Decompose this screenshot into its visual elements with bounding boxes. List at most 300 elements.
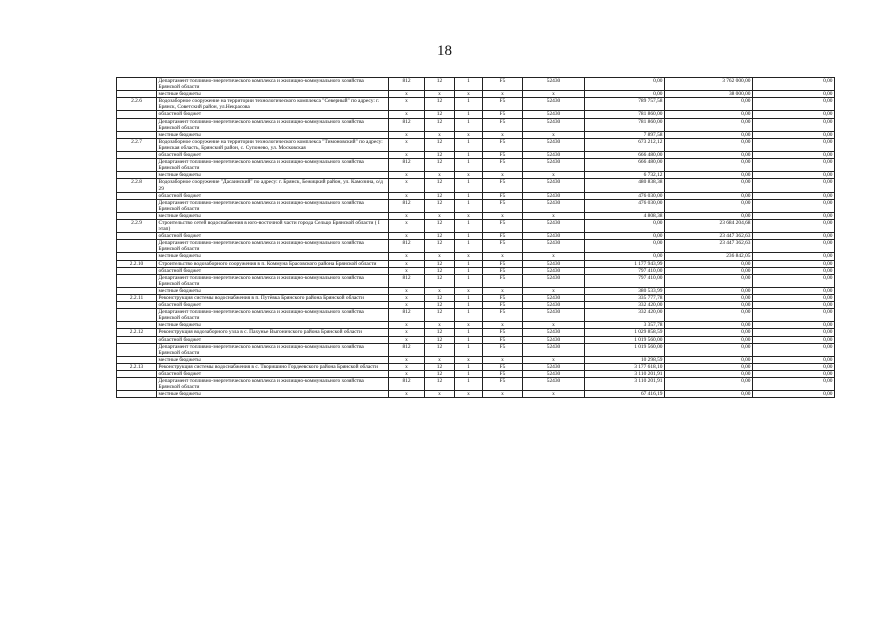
- row-code: [117, 287, 157, 294]
- section-cell: 12: [425, 302, 455, 309]
- row-name: Реконструкция водозаборного узла в с. Пахунье Выгоничского района Брянской области: [157, 329, 389, 336]
- amount-1-cell: 0,00: [585, 233, 665, 240]
- amount-3-cell: 0,00: [753, 152, 835, 159]
- row-code: [117, 378, 157, 391]
- program-cell: x: [483, 322, 523, 329]
- expense-type-cell: x: [523, 172, 585, 179]
- row-code: 2.2.6: [117, 98, 157, 111]
- subsection-cell: x: [455, 322, 483, 329]
- page-number: 18: [437, 43, 452, 59]
- program-cell: F5: [483, 336, 523, 343]
- amount-3-cell: 0,00: [753, 212, 835, 219]
- section-cell: x: [425, 322, 455, 329]
- subsection-cell: 1: [455, 302, 483, 309]
- amount-3-cell: 0,00: [753, 371, 835, 378]
- row-code: [117, 343, 157, 356]
- amount-3-cell: 0,00: [753, 98, 835, 111]
- program-cell: F5: [483, 111, 523, 118]
- row-code: [117, 159, 157, 172]
- expense-type-cell: 52430: [523, 152, 585, 159]
- amount-1-cell: 797 410,00: [585, 267, 665, 274]
- amount-3-cell: 0,00: [753, 322, 835, 329]
- table-row: [117, 138, 835, 151]
- amount-3-cell: 0,00: [753, 233, 835, 240]
- row-name: областной бюджет: [157, 267, 389, 274]
- expense-type-cell: x: [523, 287, 585, 294]
- amount-3-cell: 0,00: [753, 192, 835, 199]
- row-name: местные бюджеты: [157, 253, 389, 260]
- row-code: 2.2.7: [117, 138, 157, 151]
- section-cell: 12: [425, 98, 455, 111]
- grbs-cell: x: [389, 267, 425, 274]
- expense-type-cell: x: [523, 131, 585, 138]
- subsection-cell: 1: [455, 152, 483, 159]
- amount-1-cell: 380 533,99: [585, 287, 665, 294]
- table-row: [117, 233, 835, 240]
- expense-type-cell: 52430: [523, 378, 585, 391]
- grbs-cell: 812: [389, 199, 425, 212]
- row-name: местные бюджеты: [157, 91, 389, 98]
- program-cell: F5: [483, 329, 523, 336]
- expense-type-cell: 52430: [523, 192, 585, 199]
- table-row: [117, 172, 835, 179]
- amount-2-cell: 236 842,05: [665, 253, 753, 260]
- section-cell: x: [425, 356, 455, 363]
- amount-3-cell: 0,00: [753, 329, 835, 336]
- expense-type-cell: 52430: [523, 329, 585, 336]
- subsection-cell: 1: [455, 371, 483, 378]
- section-cell: 12: [425, 378, 455, 391]
- row-code: [117, 111, 157, 118]
- expense-type-cell: x: [523, 212, 585, 219]
- grbs-cell: x: [389, 91, 425, 98]
- row-code: [117, 322, 157, 329]
- row-code: [117, 199, 157, 212]
- grbs-cell: x: [389, 172, 425, 179]
- amount-1-cell: 3 110 201,91: [585, 378, 665, 391]
- amount-3-cell: 0,00: [753, 240, 835, 253]
- amount-2-cell: 0,00: [665, 309, 753, 322]
- subsection-cell: 1: [455, 192, 483, 199]
- subsection-cell: 1: [455, 363, 483, 370]
- amount-2-cell: 0,00: [665, 356, 753, 363]
- amount-1-cell: 1 019 560,00: [585, 336, 665, 343]
- expense-type-cell: x: [523, 91, 585, 98]
- program-cell: F5: [483, 233, 523, 240]
- table-row: [117, 378, 835, 391]
- row-code: 2.2.13: [117, 363, 157, 370]
- row-name: Реконструкция системы водоснабжения в с. Творишино Гордеевского района Брянской области: [157, 363, 389, 370]
- amount-1-cell: 789 757,58: [585, 98, 665, 111]
- amount-2-cell: 0,00: [665, 295, 753, 302]
- table-row: [117, 253, 835, 260]
- section-cell: 12: [425, 309, 455, 322]
- amount-2-cell: 0,00: [665, 179, 753, 192]
- grbs-cell: x: [389, 322, 425, 329]
- amount-1-cell: 476 030,00: [585, 199, 665, 212]
- table-row: [117, 371, 835, 378]
- row-code: [117, 267, 157, 274]
- program-cell: F5: [483, 159, 523, 172]
- amount-1-cell: 4 808,38: [585, 212, 665, 219]
- amount-3-cell: 0,00: [753, 172, 835, 179]
- program-cell: F5: [483, 274, 523, 287]
- row-name: Департамент топливно-энергетического комплекса и жилищно-коммунального хозяйства Брянской области: [157, 240, 389, 253]
- expense-type-cell: 52430: [523, 233, 585, 240]
- amount-1-cell: 1 029 858,59: [585, 329, 665, 336]
- table-row: [117, 329, 835, 336]
- row-code: [117, 336, 157, 343]
- program-cell: F5: [483, 152, 523, 159]
- amount-1-cell: 335 777,78: [585, 295, 665, 302]
- amount-1-cell: 797 410,00: [585, 274, 665, 287]
- grbs-cell: x: [389, 152, 425, 159]
- amount-3-cell: 0,00: [753, 131, 835, 138]
- row-code: [117, 152, 157, 159]
- table-row: [117, 336, 835, 343]
- row-name: Водозаборное сооружение на территории технологического комплекса "Северный" по адресу: г. Брянск, Советский район, ул.Некрасова: [157, 98, 389, 111]
- amount-2-cell: 23 447 362,63: [665, 233, 753, 240]
- program-cell: F5: [483, 138, 523, 151]
- program-cell: x: [483, 287, 523, 294]
- grbs-cell: x: [389, 131, 425, 138]
- amount-3-cell: 0,00: [753, 111, 835, 118]
- table-row: [117, 267, 835, 274]
- row-name: областной бюджет: [157, 192, 389, 199]
- row-code: [117, 274, 157, 287]
- table-row: [117, 322, 835, 329]
- program-cell: F5: [483, 363, 523, 370]
- amount-1-cell: 332 420,00: [585, 302, 665, 309]
- amount-1-cell: 7 897,58: [585, 131, 665, 138]
- expense-type-cell: 52430: [523, 260, 585, 267]
- expense-type-cell: 52430: [523, 309, 585, 322]
- row-name: Реконструкция системы водоснабжения в п. Путёвка Брянского района Брянской области: [157, 295, 389, 302]
- section-cell: 12: [425, 260, 455, 267]
- section-cell: 12: [425, 233, 455, 240]
- amount-2-cell: 0,00: [665, 267, 753, 274]
- row-name: местные бюджеты: [157, 356, 389, 363]
- row-name: Департамент топливно-энергетического комплекса и жилищно-коммунального хозяйства Брянской области: [157, 343, 389, 356]
- section-cell: x: [425, 287, 455, 294]
- row-code: [117, 91, 157, 98]
- amount-3-cell: 0,00: [753, 391, 835, 398]
- amount-1-cell: 3 110 201,91: [585, 371, 665, 378]
- amount-1-cell: 10 298,59: [585, 356, 665, 363]
- grbs-cell: x: [389, 212, 425, 219]
- amount-2-cell: 3 762 000,00: [665, 78, 753, 91]
- row-name: местные бюджеты: [157, 172, 389, 179]
- amount-2-cell: 23 447 362,63: [665, 240, 753, 253]
- amount-2-cell: 0,00: [665, 274, 753, 287]
- amount-2-cell: 0,00: [665, 98, 753, 111]
- section-cell: x: [425, 91, 455, 98]
- expense-type-cell: 52430: [523, 179, 585, 192]
- amount-2-cell: 0,00: [665, 131, 753, 138]
- subsection-cell: 1: [455, 309, 483, 322]
- row-code: [117, 371, 157, 378]
- row-code: [117, 192, 157, 199]
- table-row: [117, 240, 835, 253]
- grbs-cell: x: [389, 260, 425, 267]
- section-cell: 12: [425, 138, 455, 151]
- section-cell: 12: [425, 152, 455, 159]
- table-row: [117, 192, 835, 199]
- expense-type-cell: 52430: [523, 336, 585, 343]
- row-code: [117, 212, 157, 219]
- amount-3-cell: 0,00: [753, 78, 835, 91]
- amount-2-cell: 0,00: [665, 138, 753, 151]
- expense-type-cell: 52430: [523, 111, 585, 118]
- amount-1-cell: 1 019 560,00: [585, 343, 665, 356]
- table-row: [117, 98, 835, 111]
- row-name: областной бюджет: [157, 336, 389, 343]
- row-name: Департамент топливно-энергетического комплекса и жилищно-коммунального хозяйства Брянской области: [157, 378, 389, 391]
- table-row: [117, 91, 835, 98]
- row-code: [117, 233, 157, 240]
- program-cell: x: [483, 212, 523, 219]
- subsection-cell: 1: [455, 159, 483, 172]
- section-cell: 12: [425, 295, 455, 302]
- row-name: областной бюджет: [157, 371, 389, 378]
- row-code: 2.2.8: [117, 179, 157, 192]
- amount-2-cell: 0,00: [665, 152, 753, 159]
- row-code: [117, 309, 157, 322]
- program-cell: F5: [483, 343, 523, 356]
- table-row: [117, 343, 835, 356]
- subsection-cell: 1: [455, 274, 483, 287]
- subsection-cell: x: [455, 391, 483, 398]
- section-cell: 12: [425, 199, 455, 212]
- amount-3-cell: 0,00: [753, 302, 835, 309]
- section-cell: 12: [425, 240, 455, 253]
- subsection-cell: 1: [455, 343, 483, 356]
- table-row: [117, 356, 835, 363]
- program-cell: F5: [483, 219, 523, 232]
- table-row: [117, 152, 835, 159]
- subsection-cell: 1: [455, 336, 483, 343]
- amount-3-cell: 0,00: [753, 274, 835, 287]
- amount-1-cell: 666 480,00: [585, 159, 665, 172]
- amount-2-cell: 0,00: [665, 322, 753, 329]
- grbs-cell: x: [389, 391, 425, 398]
- row-code: [117, 302, 157, 309]
- program-cell: F5: [483, 309, 523, 322]
- section-cell: 12: [425, 159, 455, 172]
- table-row: [117, 111, 835, 118]
- expense-type-cell: 52430: [523, 219, 585, 232]
- subsection-cell: x: [455, 356, 483, 363]
- subsection-cell: 1: [455, 78, 483, 91]
- table-row: [117, 179, 835, 192]
- expense-type-cell: 52430: [523, 118, 585, 131]
- amount-3-cell: 0,00: [753, 260, 835, 267]
- row-code: [117, 253, 157, 260]
- amount-3-cell: 0,00: [753, 287, 835, 294]
- expense-type-cell: 52430: [523, 274, 585, 287]
- section-cell: 12: [425, 111, 455, 118]
- section-cell: 12: [425, 274, 455, 287]
- row-name: местные бюджеты: [157, 322, 389, 329]
- row-name: областной бюджет: [157, 152, 389, 159]
- row-name: Водозаборное сооружение "Дасаинский" по адресу: г. Брянск, Бежицкий район, ул. Камозина, о/д 29: [157, 179, 389, 192]
- grbs-cell: x: [389, 253, 425, 260]
- amount-3-cell: 0,00: [753, 336, 835, 343]
- grbs-cell: 812: [389, 378, 425, 391]
- grbs-cell: 812: [389, 240, 425, 253]
- expense-type-cell: x: [523, 356, 585, 363]
- budget-table: [116, 77, 835, 398]
- row-name: местные бюджеты: [157, 131, 389, 138]
- expense-type-cell: 52430: [523, 138, 585, 151]
- program-cell: x: [483, 172, 523, 179]
- grbs-cell: x: [389, 111, 425, 118]
- grbs-cell: x: [389, 179, 425, 192]
- row-code: [117, 78, 157, 91]
- section-cell: x: [425, 131, 455, 138]
- amount-3-cell: 0,00: [753, 179, 835, 192]
- expense-type-cell: 52430: [523, 371, 585, 378]
- expense-type-cell: 52430: [523, 343, 585, 356]
- program-cell: F5: [483, 260, 523, 267]
- section-cell: 12: [425, 78, 455, 91]
- amount-2-cell: 0,00: [665, 260, 753, 267]
- program-cell: x: [483, 253, 523, 260]
- amount-1-cell: 666 480,00: [585, 152, 665, 159]
- section-cell: 12: [425, 336, 455, 343]
- row-name: Департамент топливно-энергетического комплекса и жилищно-коммунального хозяйства Брянской области: [157, 78, 389, 91]
- amount-2-cell: 0,00: [665, 118, 753, 131]
- amount-3-cell: 0,00: [753, 91, 835, 98]
- amount-2-cell: 0,00: [665, 111, 753, 118]
- table-row: [117, 219, 835, 232]
- subsection-cell: 1: [455, 179, 483, 192]
- program-cell: x: [483, 131, 523, 138]
- section-cell: 12: [425, 192, 455, 199]
- row-name: областной бюджет: [157, 302, 389, 309]
- amount-1-cell: 332 420,00: [585, 309, 665, 322]
- expense-type-cell: x: [523, 322, 585, 329]
- program-cell: F5: [483, 240, 523, 253]
- subsection-cell: x: [455, 253, 483, 260]
- amount-1-cell: 0,00: [585, 253, 665, 260]
- amount-3-cell: 0,00: [753, 138, 835, 151]
- row-name: Департамент топливно-энергетического комплекса и жилищно-коммунального хозяйства Брянской области: [157, 309, 389, 322]
- subsection-cell: x: [455, 212, 483, 219]
- amount-2-cell: 38 000,00: [665, 91, 753, 98]
- grbs-cell: x: [389, 138, 425, 151]
- subsection-cell: x: [455, 287, 483, 294]
- program-cell: F5: [483, 371, 523, 378]
- row-code: 2.2.9: [117, 219, 157, 232]
- subsection-cell: 1: [455, 329, 483, 336]
- amount-1-cell: 476 030,00: [585, 192, 665, 199]
- amount-3-cell: 0,00: [753, 378, 835, 391]
- amount-3-cell: 0,00: [753, 309, 835, 322]
- table-row: [117, 287, 835, 294]
- row-code: [117, 240, 157, 253]
- grbs-cell: x: [389, 302, 425, 309]
- amount-3-cell: 0,00: [753, 363, 835, 370]
- row-code: 2.2.11: [117, 295, 157, 302]
- amount-2-cell: 0,00: [665, 343, 753, 356]
- amount-3-cell: 0,00: [753, 356, 835, 363]
- program-cell: F5: [483, 179, 523, 192]
- program-cell: F5: [483, 267, 523, 274]
- program-cell: F5: [483, 302, 523, 309]
- amount-1-cell: 6 732,12: [585, 172, 665, 179]
- subsection-cell: 1: [455, 267, 483, 274]
- grbs-cell: x: [389, 336, 425, 343]
- subsection-cell: 1: [455, 138, 483, 151]
- amount-3-cell: 0,00: [753, 295, 835, 302]
- table-row: [117, 260, 835, 267]
- expense-type-cell: 52430: [523, 295, 585, 302]
- amount-2-cell: 0,00: [665, 159, 753, 172]
- program-cell: F5: [483, 98, 523, 111]
- subsection-cell: 1: [455, 295, 483, 302]
- subsection-cell: 1: [455, 199, 483, 212]
- table-row: [117, 131, 835, 138]
- expense-type-cell: 52430: [523, 240, 585, 253]
- section-cell: 12: [425, 118, 455, 131]
- section-cell: x: [425, 212, 455, 219]
- grbs-cell: x: [389, 356, 425, 363]
- program-cell: F5: [483, 378, 523, 391]
- expense-type-cell: x: [523, 253, 585, 260]
- amount-3-cell: 0,00: [753, 219, 835, 232]
- expense-type-cell: 52430: [523, 363, 585, 370]
- amount-1-cell: 781 860,00: [585, 118, 665, 131]
- amount-2-cell: 0,00: [665, 336, 753, 343]
- grbs-cell: x: [389, 295, 425, 302]
- row-name: областной бюджет: [157, 233, 389, 240]
- section-cell: 12: [425, 179, 455, 192]
- amount-1-cell: 673 212,12: [585, 138, 665, 151]
- table-row: [117, 274, 835, 287]
- row-name: Департамент топливно-энергетического комплекса и жилищно-коммунального хозяйства Брянской области: [157, 159, 389, 172]
- amount-1-cell: 480 838,38: [585, 179, 665, 192]
- table-row: [117, 199, 835, 212]
- grbs-cell: 812: [389, 343, 425, 356]
- subsection-cell: 1: [455, 240, 483, 253]
- amount-3-cell: 0,00: [753, 267, 835, 274]
- row-name: областной бюджет: [157, 111, 389, 118]
- row-name: местные бюджеты: [157, 391, 389, 398]
- amount-2-cell: 0,00: [665, 329, 753, 336]
- expense-type-cell: 52430: [523, 302, 585, 309]
- amount-3-cell: 0,00: [753, 118, 835, 131]
- table-row: [117, 363, 835, 370]
- subsection-cell: 1: [455, 111, 483, 118]
- program-cell: F5: [483, 192, 523, 199]
- row-code: [117, 391, 157, 398]
- expense-type-cell: 52430: [523, 199, 585, 212]
- grbs-cell: 812: [389, 309, 425, 322]
- subsection-cell: 1: [455, 260, 483, 267]
- amount-2-cell: 0,00: [665, 212, 753, 219]
- amount-1-cell: 3 357,78: [585, 322, 665, 329]
- table-row: [117, 309, 835, 322]
- subsection-cell: 1: [455, 233, 483, 240]
- row-code: [117, 172, 157, 179]
- table-row: [117, 295, 835, 302]
- amount-3-cell: 0,00: [753, 199, 835, 212]
- amount-2-cell: 0,00: [665, 363, 753, 370]
- row-name: Департамент топливно-энергетического комплекса и жилищно-коммунального хозяйства Брянской области: [157, 199, 389, 212]
- table-row: [117, 391, 835, 398]
- amount-1-cell: 0,00: [585, 219, 665, 232]
